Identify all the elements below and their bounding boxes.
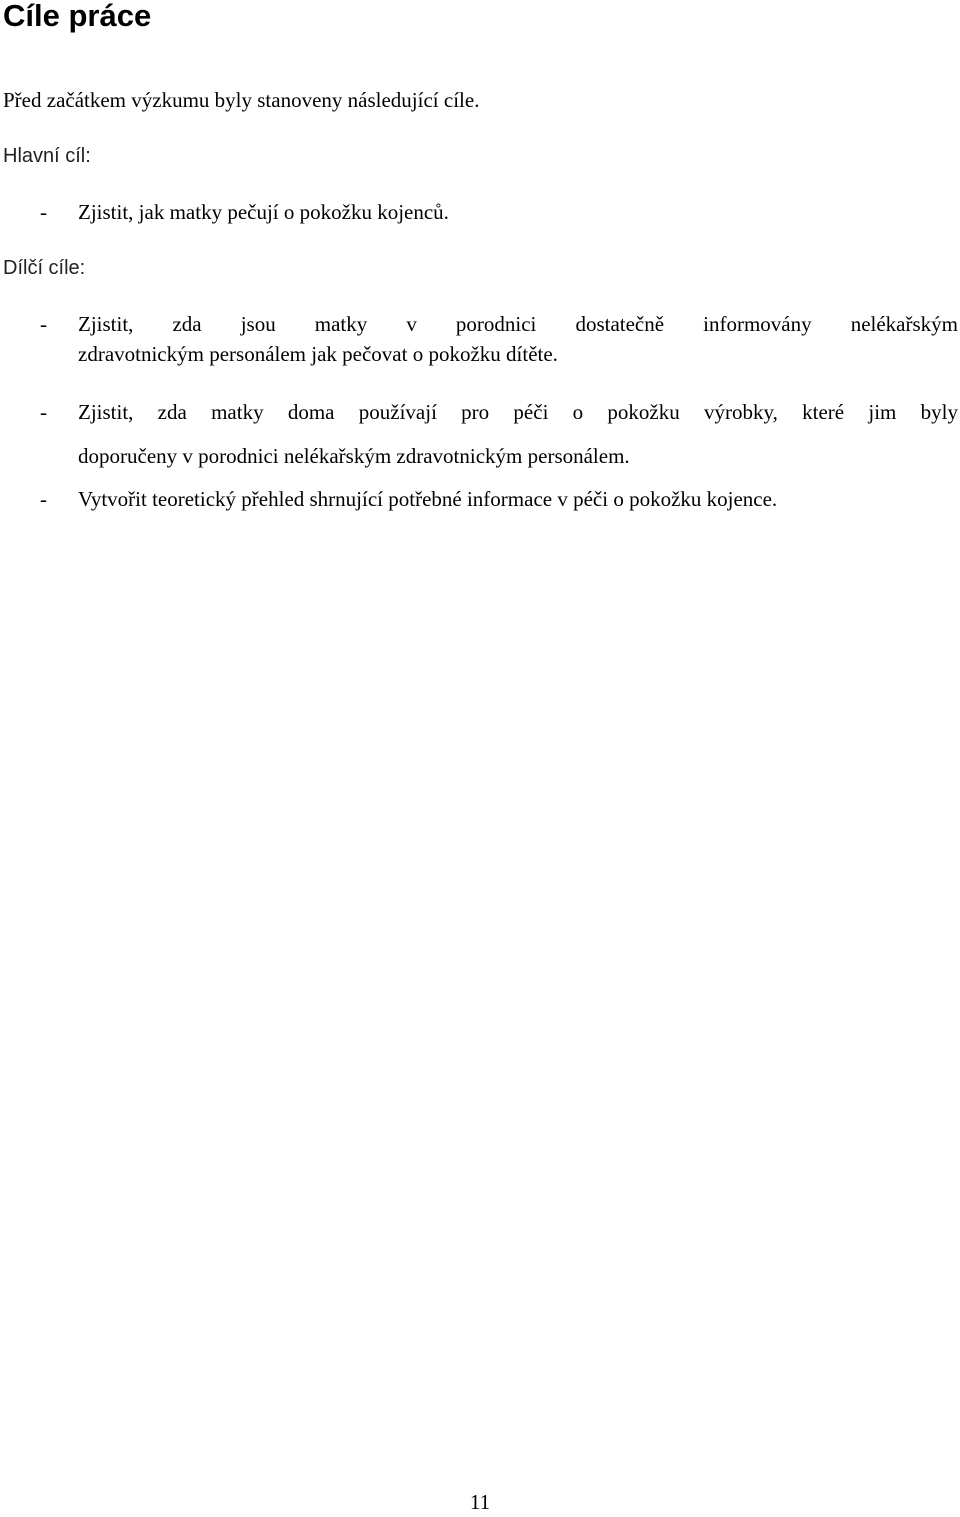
sub-goal-2-line-2: doporučeny v porodnici nelékařským zdravotnickým personálem. (78, 444, 630, 468)
bullet-dash: - (40, 400, 47, 424)
sub-goal-1-line-1: Zjistit, zda jsou matky v porodnici dostatečně informovány nelékařským (78, 312, 958, 336)
main-goal-label: Hlavní cíl: (3, 145, 91, 167)
sub-goal-2-line-1: Zjistit, zda matky doma používají pro péči o pokožku výrobky, které jim byly (78, 400, 958, 424)
bullet-dash: - (40, 312, 47, 336)
sub-goals-label: Dílčí cíle: (3, 257, 86, 279)
sub-goal-3-text: Vytvořit teoretický přehled shrnující potřebné informace v péči o pokožku kojence. (78, 487, 778, 511)
main-goal-text: Zjistit, jak matky pečují o pokožku kojenců. (78, 200, 449, 224)
bullet-dash: - (40, 487, 47, 511)
section-heading: Cíle práce (3, 0, 152, 33)
sub-goal-1-line-2: zdravotnickým personálem jak pečovat o pokožku dítěte. (78, 342, 558, 366)
page-number: 11 (469, 1490, 491, 1514)
bullet-dash: - (40, 200, 47, 224)
intro-paragraph: Před začátkem výzkumu byly stanoveny následující cíle. (3, 88, 480, 112)
